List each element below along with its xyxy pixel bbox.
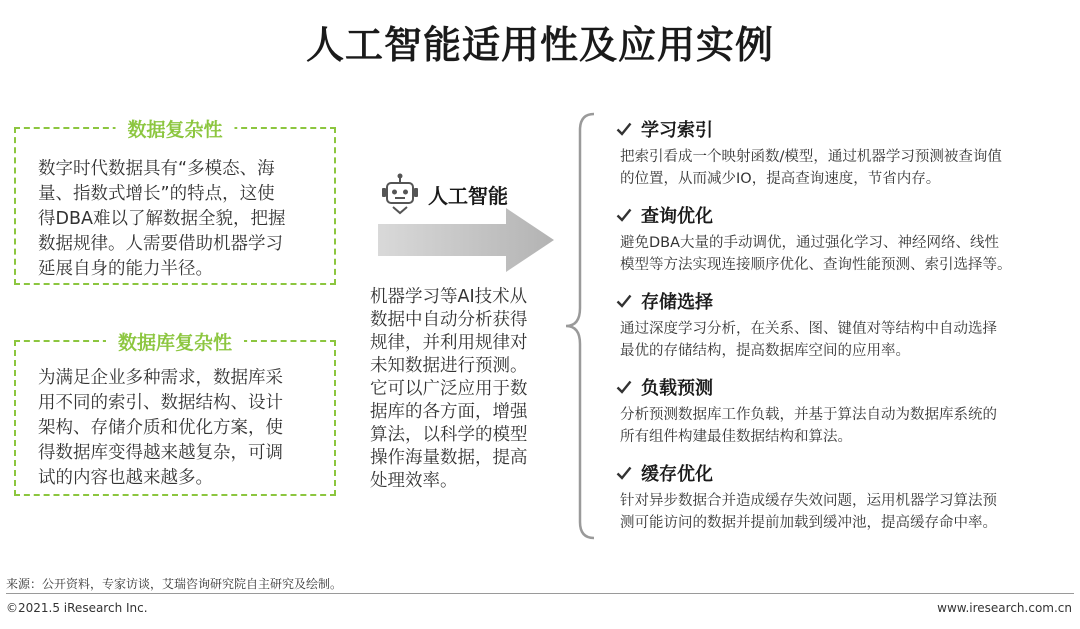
text-line: 数据规律。人需要借助机器学习 [38,234,283,254]
text-line: 机器学习等AI技术从 [370,287,528,307]
text-line: 数据中自动分析获得 [370,310,528,330]
item-workload-prediction [616,374,1066,448]
data-complexity-box [14,119,336,285]
database-complexity-text [38,366,320,491]
item-title: 学习索引 [641,120,713,141]
item-title: 缓存优化 [641,464,713,485]
ai-label: 人工智能 [428,184,508,208]
database-complexity-box [14,332,336,496]
check-icon [616,122,632,136]
item-title: 存储选择 [641,292,713,313]
text-line: 延展自身的能力半径。 [38,259,213,279]
item-storage-selection [616,288,1066,362]
text-line: 分析预测数据库工作负载，并基于算法自动为数据库系统的 [620,407,997,423]
text-line: 用不同的索引、数据结构、设计 [38,393,283,413]
website-link[interactable]: www.iresearch.com.cn [937,601,1072,615]
check-icon [616,380,632,394]
data-complexity-text [38,157,320,282]
text-line: 最优的存储结构，提高数据库空间的应用率。 [620,343,910,359]
text-line: 架构、存储介质和优化方案，使 [38,418,283,438]
item-title: 查询优化 [641,206,713,227]
check-icon [616,208,632,222]
item-query-optimization [616,202,1066,276]
text-line: 它可以广泛应用于数 [370,379,528,399]
text-line: 测可能访问的数据并提前加载到缓冲池，提高缓存命中率。 [620,515,997,531]
footer-divider [6,593,1074,594]
text-line: 量、指数式增长”的特点，这使 [38,184,275,204]
text-line: 算法，以科学的模型 [370,425,528,445]
text-line: 为满足企业多种需求，数据库采 [38,368,283,388]
copyright: ©2021.5 iResearch Inc. [6,601,148,615]
check-icon [616,466,632,480]
text-line: 把索引看成一个映射函数/模型，通过机器学习预测被查询值 [620,149,1002,165]
item-cache-optimization [616,460,1066,534]
text-line: 针对异步数据合并造成缓存失效问题，运用机器学习算法预 [620,493,997,509]
text-line: 得数据库变得越来越复杂，可调 [38,443,283,463]
text-line: 得DBA难以了解数据全貌，把握 [38,209,286,229]
page-title: 人工智能适用性及应用实例 [305,23,774,67]
text-line: 规律，并利用规律对 [370,333,528,353]
item-title: 负载预测 [641,378,713,399]
item-learned-index [616,116,1066,190]
text-line: 所有组件构建最佳数据结构和算法。 [620,429,852,445]
right-arrow-icon [378,208,554,272]
text-line: 试的内容也越来越多。 [38,468,213,488]
text-line: 据库的各方面，增强 [370,402,528,422]
text-line: 模型等方法实现连接顺序优化、查询性能预测、索引选择等。 [620,257,1012,273]
text-line: 通过深度学习分析，在关系、图、键值对等结构中自动选择 [620,321,997,337]
text-line: 未知数据进行预测。 [370,356,528,376]
source-note: 来源：公开资料，专家访谈，艾瑞咨询研究院自主研究及绘制。 [6,577,343,591]
text-line: 避免DBA大量的手动调优，通过强化学习、神经网络、线性 [620,235,1000,251]
curly-brace-icon [560,112,600,540]
text-line: 处理效率。 [370,471,458,491]
check-icon [616,294,632,308]
text-line: 的位置，从而减少IO，提高查询速度，节省内存。 [620,171,941,187]
text-line: 操作海量数据，提高 [370,448,528,468]
data-complexity-title: 数据复杂性 [115,115,234,142]
database-complexity-title: 数据库复杂性 [106,328,244,355]
text-line: 数字时代数据具有“多模态、海 [38,159,275,179]
ai-description [370,286,576,493]
